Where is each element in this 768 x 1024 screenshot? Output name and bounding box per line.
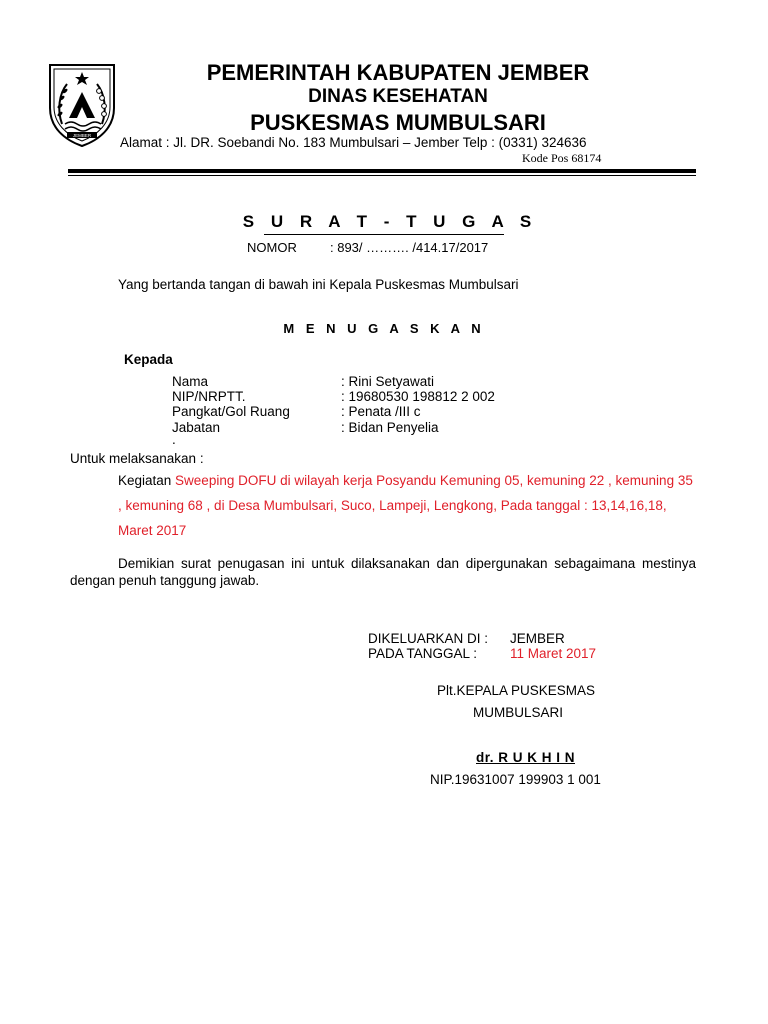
issued-date-value: 11 Maret 2017 — [510, 646, 597, 661]
field-value-pangkat: : Penata /III c — [341, 404, 421, 419]
issued-place-value: JEMBER — [510, 631, 565, 646]
nomor-value: : 893/ ………. /414.17/2017 — [330, 240, 489, 255]
task-prefix: Kegiatan — [118, 473, 176, 488]
issued-place-label: DIKELUARKAN DI : — [368, 631, 489, 646]
nomor-label: NOMOR — [247, 240, 297, 255]
task-detail: Sweeping DOFU di wilayah kerja Posyandu Kemuning 05, kemuning 22 , kemuning 35 , kemuning 68 , di Desa Mumbulsari, Suco, Lampeji, Lengkong, Pada tanggal : 13,14,16,18, Maret 2017 — [118, 473, 693, 538]
signatory-unit: MUMBULSARI — [473, 705, 564, 720]
intro-text: Yang bertanda tangan di bawah ini Kepala Puskesmas Mumbulsari — [118, 277, 519, 292]
field-label-pangkat: Pangkat/Gol Ruang — [172, 404, 290, 419]
postal-code: Kode Pos 68174 — [522, 151, 602, 165]
signatory-position: Plt.KEPALA PUSKESMAS — [437, 683, 596, 698]
signatory-name: dr. R U K H I N — [476, 750, 576, 765]
org-line-3: PUSKESMAS MUMBULSARI — [250, 110, 546, 135]
issued-date-label: PADA TANGGAL : — [368, 646, 478, 661]
assign-heading: M E N U G A S K A N — [283, 321, 485, 336]
closing-paragraph: Demikian surat penugasan ini untuk dilaksanakan dan dipergunakan sebagaimana mestinya dengan penuh tanggung jawab. — [70, 556, 696, 588]
letterhead-divider-thin — [68, 175, 696, 176]
field-value-nama: : Rini Setyawati — [341, 374, 435, 389]
signatory-nip: NIP.19631007 199903 1 001 — [430, 772, 601, 787]
org-line-1: PEMERINTAH KABUPATEN JEMBER — [206, 60, 590, 85]
recipient-heading: Kepada — [124, 352, 173, 367]
field-value-nip: : 19680530 198812 2 002 — [341, 389, 495, 404]
field-label-jabatan: Jabatan — [172, 420, 221, 435]
stray-dot: . — [172, 432, 176, 447]
letterhead-divider-thick — [68, 169, 696, 173]
field-value-jabatan: : Bidan Penyelia — [341, 420, 439, 435]
title-underline — [264, 234, 504, 235]
org-line-2: DINAS KESEHATAN — [308, 86, 488, 107]
field-label-nip: NIP/NRPTT. — [172, 389, 246, 404]
address-line: Alamat : Jl. DR. Soebandi No. 183 Mumbulsari – Jember Telp : (0331) 324636 — [120, 135, 587, 150]
purpose-label: Untuk melaksanakan : — [70, 451, 204, 466]
task-paragraph — [118, 468, 698, 543]
document-title: S U R A T - T U G A S — [242, 212, 538, 231]
svg-text:JEMBER: JEMBER — [72, 133, 92, 138]
field-label-nama: Nama — [172, 374, 209, 389]
